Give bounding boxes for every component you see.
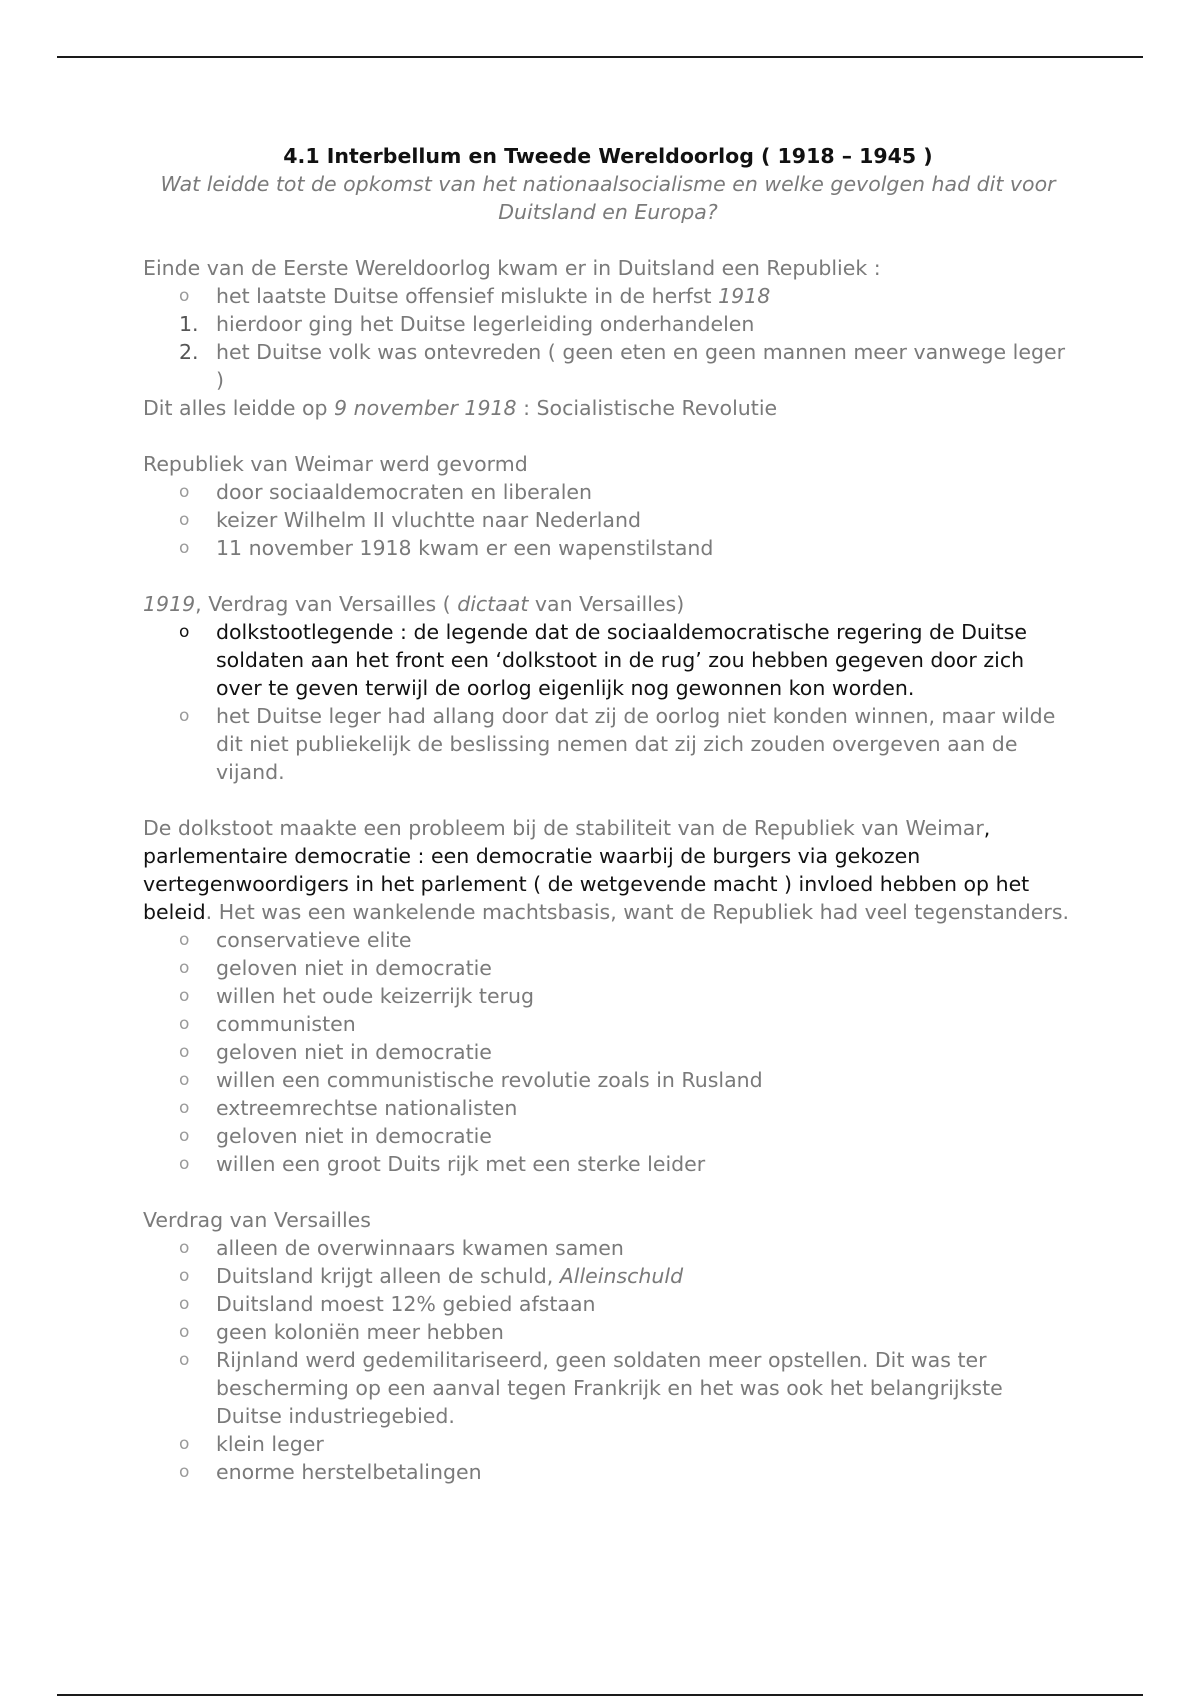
section3-heading: 1919, Verdrag van Versailles ( dictaat van Versailles) (143, 592, 685, 616)
bullet-circle-icon: o (179, 1238, 190, 1258)
list-item: o willen een groot Duits rijk met een sterke leider (179, 1152, 706, 1176)
bullet-circle-icon: o (179, 286, 190, 306)
bullet-circle-icon: o (179, 1042, 190, 1062)
bullet-circle-icon: o (179, 1098, 190, 1118)
bullet-circle-icon: o (179, 1014, 190, 1034)
section4-paragraph: De dolkstoot maakte een probleem bij de stabiliteit van de Republiek van Weimar, parlementaire democratie : een democratie waarbij de burgers via gekozen vertegenwoordigers in het parlement ( de wetgevende macht ) invloed hebben op het beleid. Het was een wankelende machtsbasis, want de Republiek had veel tegenstanders. (143, 816, 1070, 924)
list-item: o geen koloniën meer hebben (179, 1320, 504, 1344)
section5-heading: Verdrag van Versailles (143, 1208, 371, 1232)
section2-heading: Republiek van Weimar werd gevormd (143, 452, 528, 476)
bullet-circle-icon: o (179, 1154, 190, 1174)
bullet-circle-icon: o (179, 986, 190, 1006)
list-item: o Duitsland krijgt alleen de schuld, Alleinschuld (179, 1264, 684, 1288)
bullet-circle-icon: o (179, 538, 190, 558)
list-item: o willen het oude keizerrijk terug (179, 984, 534, 1008)
list-item: o communisten (179, 1012, 356, 1036)
page-subtitle: Wat leidde tot de opkomst van het nationaalsocialisme en welke gevolgen had dit voor Duitsland en Europa? (160, 172, 1056, 224)
bullet-circle-icon: o (179, 1294, 190, 1314)
list-item: o klein leger (179, 1432, 324, 1456)
section1-intro: Einde van de Eerste Wereldoorlog kwam er in Duitsland een Republiek : (143, 256, 881, 280)
list-item: o geloven niet in democratie (179, 956, 492, 980)
bullet-circle-icon: o (179, 1462, 190, 1482)
top-rule (57, 56, 1143, 58)
bullet-circle-icon: o (179, 706, 190, 726)
list-item: o keizer Wilhelm II vluchtte naar Nederland (179, 508, 641, 532)
list-item: o 11 november 1918 kwam er een wapenstilstand (179, 536, 714, 560)
list-item: o geloven niet in democratie (179, 1040, 492, 1064)
list-item: o alleen de overwinnaars kwamen samen (179, 1236, 624, 1260)
bullet-circle-icon: o (179, 510, 190, 530)
list-item: o dolkstootlegende : de legende dat de sociaaldemocratische regering de Duitse soldaten aan het front een ‘dolkstoot in de rug’ zou hebben gegeven door zich over te geven terwijl de oorlog eigenlijk nog gewonnen kon worden. (179, 620, 1027, 700)
numbered-item: 2. het Duitse volk was ontevreden ( geen eten en geen mannen meer vanwege leger ) (179, 340, 1066, 392)
list-item: o geloven niet in democratie (179, 1124, 492, 1148)
bullet-circle-icon: o (179, 1126, 190, 1146)
list-item: o extreemrechtse nationalisten (179, 1096, 518, 1120)
bullet-circle-icon: o (179, 1070, 190, 1090)
list-item: o willen een communistische revolutie zoals in Rusland (179, 1068, 763, 1092)
page-title: 4.1 Interbellum en Tweede Wereldoorlog ( 1918 – 1945 ) (283, 144, 933, 168)
list-item: o het laatste Duitse offensief mislukte in de herfst 1918 (179, 284, 771, 308)
numbered-item: 1. hierdoor ging het Duitse legerleiding onderhandelen (179, 312, 755, 336)
bullet-circle-icon: o (179, 1350, 190, 1370)
bullet-circle-icon: o (179, 1266, 190, 1286)
bullet-circle-icon: o (179, 1434, 190, 1454)
bullet-circle-icon: o (179, 482, 190, 502)
bottom-rule (57, 1694, 1143, 1696)
document-body (143, 142, 1073, 1486)
section1-conclusion: Dit alles leidde op 9 november 1918 : Socialistische Revolutie (143, 396, 778, 420)
list-item: o Duitsland moest 12% gebied afstaan (179, 1292, 596, 1316)
list-item: o door sociaaldemocraten en liberalen (179, 480, 593, 504)
bullet-circle-icon: o (179, 930, 190, 950)
list-item: o het Duitse leger had allang door dat zij de oorlog niet konden winnen, maar wilde dit niet publiekelijk de beslissing nemen dat zij zich zouden overgeven aan de vijand. (179, 704, 1056, 784)
list-item: o enorme herstelbetalingen (179, 1460, 482, 1484)
list-item: o Rijnland werd gedemilitariseerd, geen soldaten meer opstellen. Dit was ter bescherming op een aanval tegen Frankrijk en het was ook het belangrijkste Duitse industriegebied. (179, 1348, 1003, 1428)
list-item: o conservatieve elite (179, 928, 412, 952)
bullet-circle-icon: o (179, 622, 190, 642)
bullet-circle-icon: o (179, 1322, 190, 1342)
bullet-circle-icon: o (179, 958, 190, 978)
